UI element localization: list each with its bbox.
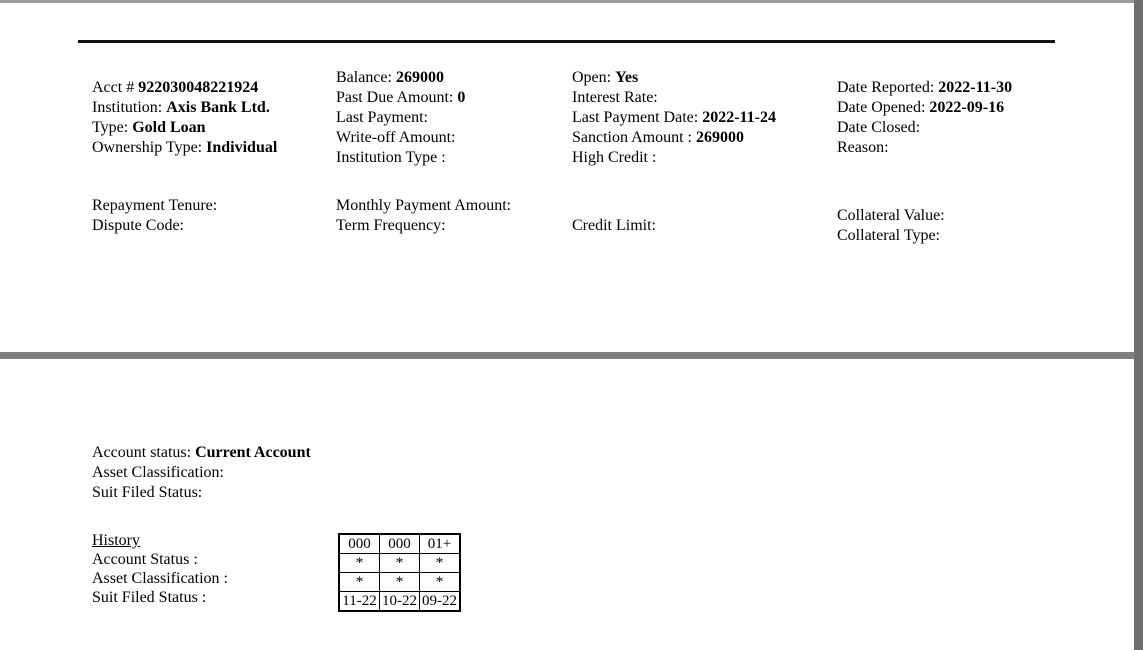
dispute-code-label: Dispute Code:	[92, 217, 184, 234]
history-asset-classification-row	[339, 573, 460, 592]
history-month-cell: 11-22	[339, 592, 380, 612]
history-title: History	[92, 532, 140, 549]
history-asset-classification-label: Asset Classification :	[92, 570, 228, 587]
history-cell: *	[380, 573, 420, 592]
history-cell: 01+	[420, 534, 461, 554]
history-month-row	[339, 592, 460, 612]
suit-filed-label: Suit Filed Status:	[92, 484, 203, 501]
date-opened: 2022-09-16	[929, 99, 1005, 116]
account-status-value: Current Account	[195, 444, 311, 461]
acct-number: 922030048221924	[138, 79, 259, 96]
date-opened-line: Date Opened: 2022-09-16	[837, 99, 1005, 116]
history-account-status-row	[339, 554, 460, 573]
last-payment-date-line: Last Payment Date: 2022-11-24	[572, 109, 776, 126]
history-cell: 000	[380, 534, 420, 554]
acct-number-line: Acct # 922030048221924	[92, 79, 259, 96]
history-suit-filed-label: Suit Filed Status :	[92, 589, 207, 606]
last-payment-date: 2022-11-24	[702, 109, 776, 126]
history-month-cell: 10-22	[380, 592, 420, 612]
collateral-type-label: Collateral Type:	[837, 227, 940, 244]
past-due-value: 0	[457, 89, 466, 106]
history-cell: *	[380, 554, 420, 573]
dates-column	[837, 78, 1012, 158]
interest-rate-label: Interest Rate:	[572, 89, 658, 106]
repayment-tenure-label: Repayment Tenure:	[92, 197, 218, 214]
balance-column	[336, 68, 465, 168]
credit-limit-label: Credit Limit:	[572, 217, 656, 234]
asset-classification-label: Asset Classification:	[92, 464, 224, 481]
viewer-scrollbar[interactable]	[1134, 0, 1143, 650]
sanction-amount: 269000	[696, 129, 744, 146]
high-credit-label: High Credit :	[572, 149, 657, 166]
history-table	[338, 533, 461, 612]
page-2	[0, 359, 1134, 650]
monthly-payment-column	[336, 196, 511, 236]
open-column	[572, 68, 776, 168]
status-block	[92, 443, 311, 503]
collateral-value-label: Collateral Value:	[837, 207, 945, 224]
history-cell: *	[420, 573, 461, 592]
term-frequency-label: Term Frequency:	[336, 217, 446, 234]
history-cell: *	[420, 554, 461, 573]
history-account-status-label: Account Status :	[92, 551, 198, 568]
monthly-payment-label: Monthly Payment Amount:	[336, 197, 512, 214]
last-payment-label: Last Payment:	[336, 109, 428, 126]
account-type: Gold Loan	[132, 119, 206, 136]
balance-line: Balance: 269000	[336, 69, 444, 86]
date-reported: 2022-11-30	[938, 79, 1013, 96]
account-status-line: Account status: Current Account	[92, 444, 311, 461]
tenure-column	[92, 196, 217, 236]
ownership-type: Individual	[206, 139, 278, 156]
history-cell: *	[339, 573, 380, 592]
history-dpd-row	[339, 534, 460, 554]
credit-limit-column	[572, 216, 656, 236]
sanction-line: Sanction Amount : 269000	[572, 129, 744, 146]
open-line: Open: Yes	[572, 69, 639, 86]
institution-type-label: Institution Type :	[336, 149, 446, 166]
history-month-cell: 09-22	[420, 592, 461, 612]
past-due-line: Past Due Amount: 0	[336, 89, 466, 106]
institution-name: Axis Bank Ltd.	[166, 99, 270, 116]
history-cell: *	[339, 554, 380, 573]
writeoff-label: Write-off Amount:	[336, 129, 456, 146]
balance-value: 269000	[395, 69, 444, 86]
account-info-column	[92, 78, 277, 158]
open-value: Yes	[615, 69, 639, 86]
type-line: Type: Gold Loan	[92, 119, 206, 136]
history-cell: 000	[339, 534, 380, 554]
reason-label: Reason:	[837, 139, 889, 156]
date-closed-label: Date Closed:	[837, 119, 921, 136]
collateral-column	[837, 206, 945, 246]
ownership-line: Ownership Type: Individual	[92, 139, 278, 156]
institution-line: Institution: Axis Bank Ltd.	[92, 99, 270, 116]
date-reported-line: Date Reported: 2022-11-30	[837, 79, 1013, 96]
header-rule	[78, 40, 1055, 43]
